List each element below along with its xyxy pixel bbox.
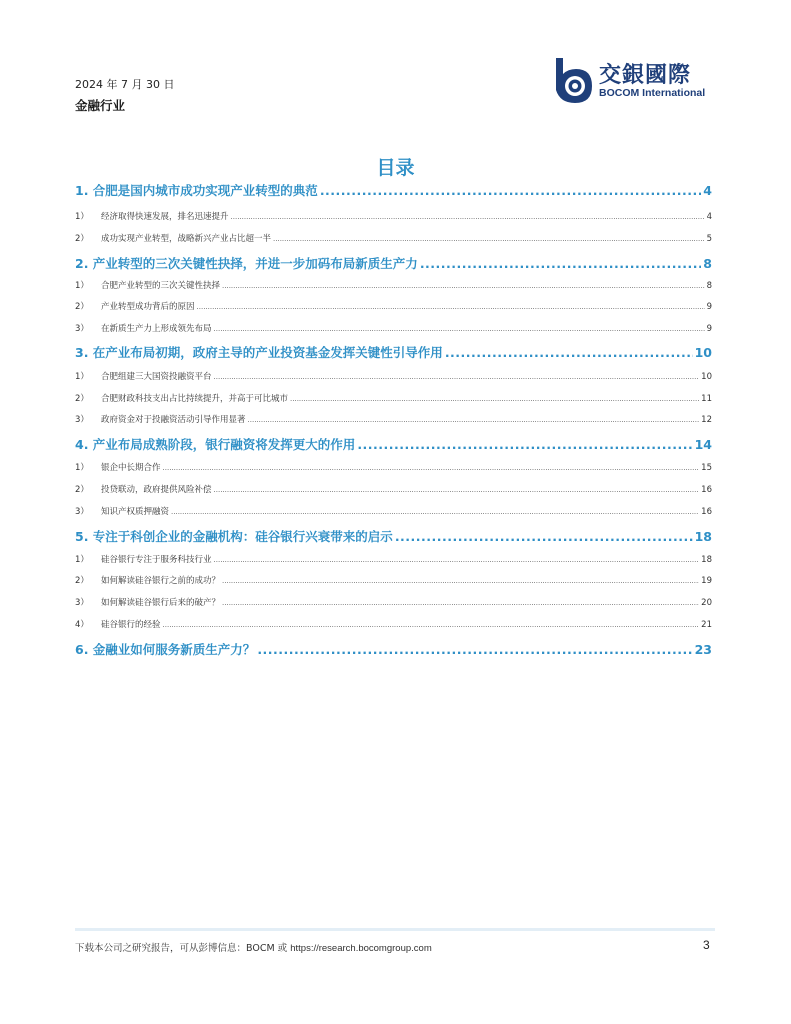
toc-section-1[interactable] xyxy=(75,181,712,199)
toc-item-title: 银企中长期合作 xyxy=(101,463,161,473)
bocom-logo-icon xyxy=(552,56,596,106)
toc-item-page: 9 xyxy=(706,324,712,334)
toc-item-number: 3） xyxy=(75,598,89,608)
toc-item[interactable] xyxy=(75,461,712,473)
toc-section-page: 8 xyxy=(703,256,712,271)
toc-item[interactable] xyxy=(75,618,712,630)
toc-section-page: 18 xyxy=(694,529,712,544)
logo-name-en: BOCOM International xyxy=(599,87,706,99)
toc-item[interactable] xyxy=(75,300,712,312)
toc-section-title: 3. 在产业布局初期，政府主导的产业投资基金发挥关键性引导作用 xyxy=(75,345,443,360)
toc-item-title: 产业转型成功背后的原因 xyxy=(101,302,195,312)
toc-item[interactable] xyxy=(75,483,712,495)
toc-item[interactable] xyxy=(75,413,712,425)
toc-item-page: 12 xyxy=(701,415,712,425)
footer-text: 下载本公司之研究报告，可从彭博信息：BOCM 或 xyxy=(75,943,288,954)
toc-item-number: 2） xyxy=(75,485,89,495)
toc-item-number: 1） xyxy=(75,281,89,291)
toc-item-page: 21 xyxy=(701,620,712,630)
toc-section-page: 23 xyxy=(694,642,712,657)
toc-item-number: 2） xyxy=(75,234,89,244)
toc-section-page: 4 xyxy=(703,183,712,198)
toc-item-title: 合肥财政科技支出占比持续提升，并高于可比城市 xyxy=(101,394,289,404)
toc-item-title: 投贷联动，政府提供风险补偿 xyxy=(101,485,212,495)
toc-item[interactable] xyxy=(75,210,712,222)
toc-item[interactable] xyxy=(75,574,712,586)
toc-item-page: 15 xyxy=(701,463,712,473)
toc-item[interactable] xyxy=(75,505,712,517)
toc-section-4[interactable] xyxy=(75,435,712,453)
bocom-logo xyxy=(552,56,722,106)
toc-item-page: 20 xyxy=(701,598,712,608)
footer-disclaimer xyxy=(75,940,432,954)
toc-item-page: 19 xyxy=(701,576,712,586)
toc-item-page: 4 xyxy=(706,212,712,222)
toc-item-number: 3） xyxy=(75,324,89,334)
footer-divider xyxy=(75,928,715,931)
toc-item-number: 3） xyxy=(75,415,89,425)
toc-section-3[interactable] xyxy=(75,343,712,361)
toc-item-number: 1） xyxy=(75,463,89,473)
toc-item-page: 10 xyxy=(701,372,712,382)
toc-item[interactable] xyxy=(75,279,712,291)
toc-item-number: 3） xyxy=(75,507,89,517)
toc-item-title: 如何解读硅谷银行之前的成功？ xyxy=(101,576,221,586)
toc-item-page: 5 xyxy=(706,234,712,244)
toc-title: 目录 xyxy=(376,157,415,179)
toc-item-title: 成功实现产业转型，战略新兴产业占比超一半 xyxy=(101,234,272,244)
toc-item-title: 硅谷银行的经验 xyxy=(101,620,161,630)
toc-item-number: 1） xyxy=(75,372,89,382)
toc-section-page: 10 xyxy=(694,345,712,360)
page-number: 3 xyxy=(703,938,710,952)
toc-item[interactable] xyxy=(75,596,712,608)
toc-section-2[interactable] xyxy=(75,254,712,272)
toc-item-title: 硅谷银行专注于服务科技行业 xyxy=(101,555,212,565)
toc-item-title: 合肥组建三大国资投融资平台 xyxy=(101,372,212,382)
toc-item-title: 政府资金对于投融资活动引导作用显著 xyxy=(101,415,246,425)
toc-section-title: 2. 产业转型的三次关键性抉择，并进一步加码布局新质生产力 xyxy=(75,256,418,271)
toc-item-title: 如何解读硅谷银行后来的破产？ xyxy=(101,598,221,608)
report-sector: 金融行业 xyxy=(75,98,126,113)
toc-item-number: 4） xyxy=(75,620,89,630)
toc-section-page: 14 xyxy=(694,437,712,452)
toc-section-title: 4. 产业布局成熟阶段，银行融资将发挥更大的作用 xyxy=(75,437,356,452)
toc-item-page: 18 xyxy=(701,555,712,565)
toc-item-page: 9 xyxy=(706,302,712,312)
toc-item[interactable] xyxy=(75,553,712,565)
toc-item[interactable] xyxy=(75,322,712,334)
toc-section-title: 6. 金融业如何服务新质生产力？ xyxy=(75,642,256,657)
toc-item-page: 11 xyxy=(701,394,712,404)
toc-item-title: 经济取得快速发展，排名迅速提升 xyxy=(101,212,229,222)
toc-item[interactable] xyxy=(75,392,712,404)
toc-item[interactable] xyxy=(75,370,712,382)
toc-item-page: 16 xyxy=(701,485,712,495)
toc-item-title: 在新质生产力上形成领先布局 xyxy=(101,324,212,334)
toc-item-number: 2） xyxy=(75,394,89,404)
toc-item-number: 1） xyxy=(75,555,89,565)
toc-item-page: 8 xyxy=(706,281,712,291)
toc-item-number: 2） xyxy=(75,302,89,312)
toc-section-5[interactable] xyxy=(75,527,712,545)
toc-section-6[interactable] xyxy=(75,640,712,658)
toc-item-number: 1） xyxy=(75,212,89,222)
toc-item-page: 16 xyxy=(701,507,712,517)
toc-item[interactable] xyxy=(75,232,712,244)
toc-item-title: 合肥产业转型的三次关键性抉择 xyxy=(101,281,221,291)
report-date: 2024 年 7 月 30 日 xyxy=(75,78,175,91)
logo-name-cn: 交銀國際 xyxy=(599,63,692,88)
toc-section-title: 1. 合肥是国内城市成功实现产业转型的典范 xyxy=(75,183,318,198)
toc-item-number: 2） xyxy=(75,576,89,586)
toc-item-title: 知识产权质押融资 xyxy=(101,507,170,517)
toc-section-title: 5. 专注于科创企业的金融机构：硅谷银行兴衰带来的启示 xyxy=(75,529,393,544)
footer-url-link[interactable]: https://research.bocomgroup.com xyxy=(290,943,432,954)
